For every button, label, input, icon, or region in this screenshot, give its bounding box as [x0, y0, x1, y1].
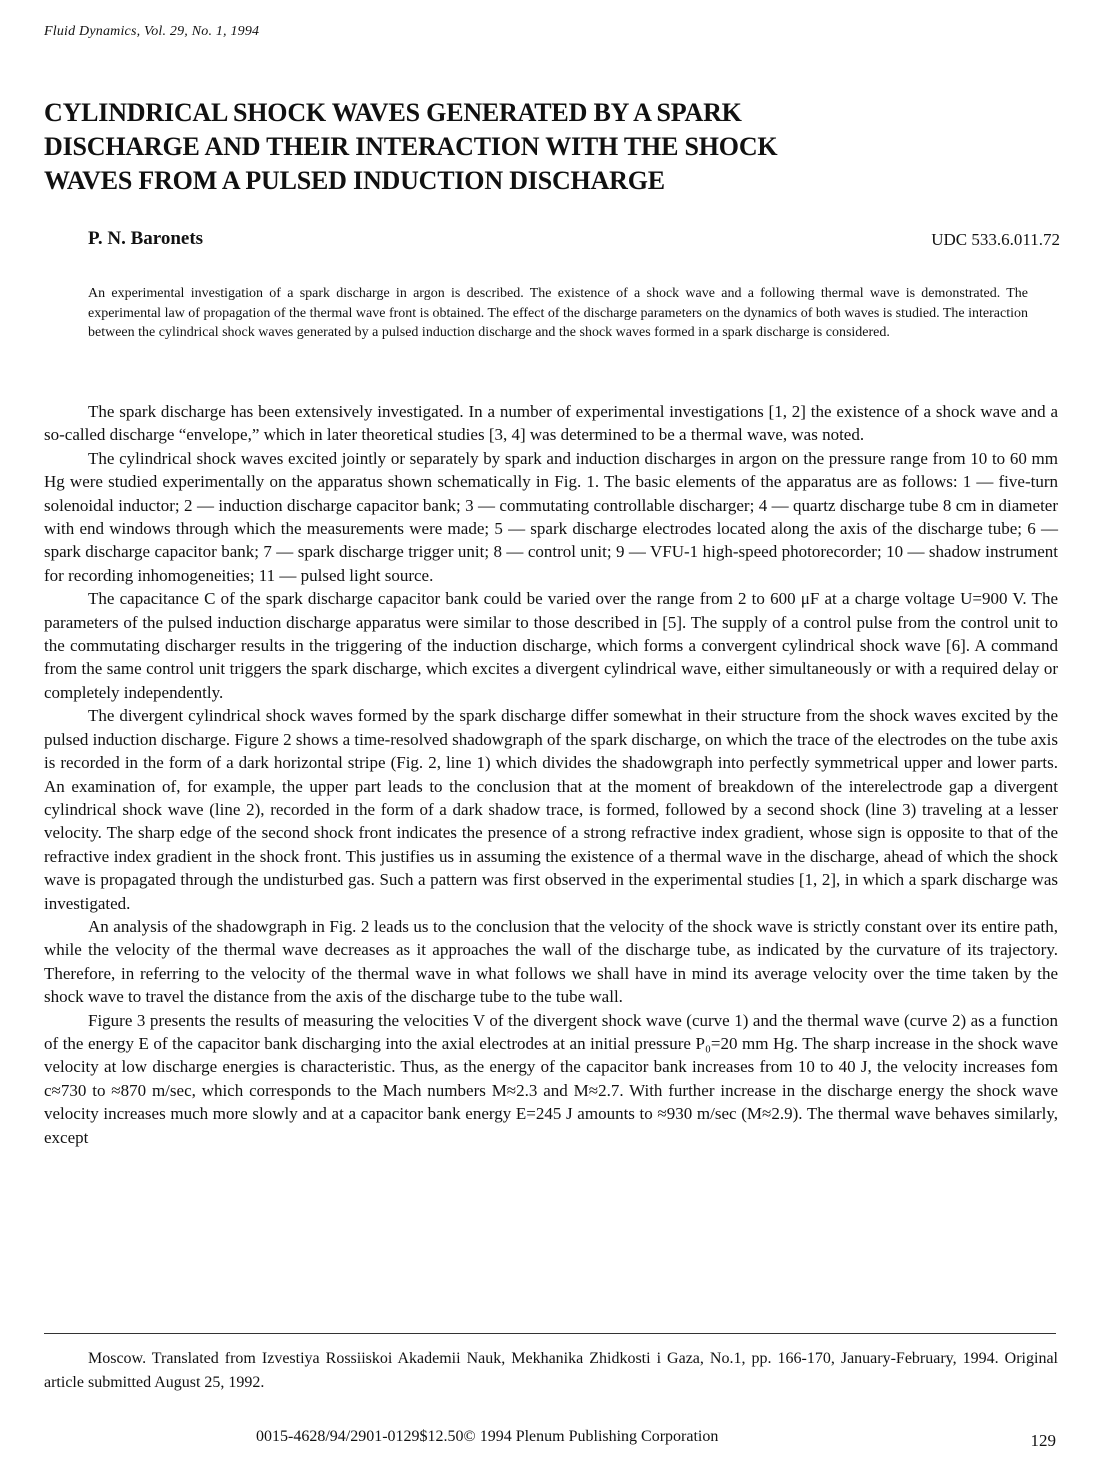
- title-line: CYLINDRICAL SHOCK WAVES GENERATED BY A SPARK: [44, 98, 742, 127]
- body-paragraph: Figure 3 presents the results of measuring the velocities V of the divergent shock wave (curve 1) and the thermal wave (curve 2) as a function of the energy E of the capacitor bank discharging into the axial electrodes at an initial pressure P₀=20 mm Hg. The sharp increase in the shock wave velocity at low discharge energies is characteristic. Thus, as the energy of the capacitor bank increases from 10 to 40 J, the velocity increases fom c≈730 to ≈870 m/sec, which corresponds to the Mach numbers M≈2.3 and M≈2.7. With further increase in the discharge energy the shock wave velocity increases much more slowly and at a capacitor bank energy E=245 J amounts to ≈930 m/sec (M≈2.9). The thermal wave behaves similarly, except: [44, 1010, 1058, 1147]
- footnote-divider: [44, 1333, 1056, 1334]
- author-name: P. N. Baronets: [88, 228, 204, 249]
- abstract: An experimental investigation of a spark discharge in argon is described. The existence of a shock wave and a following thermal wave is demonstrated. The experimental law of propagation of the thermal wave front is obtained. The effect of the discharge parameters on the dynamics of both waves is studied. The interaction between the cylindrical shock waves generated by a pulsed induction discharge and the shock waves formed in a spark discharge is considered.: [88, 286, 1028, 340]
- body-paragraph: The capacitance C of the spark discharge capacitor bank could be varied over the range from 2 to 600 μF at a charge voltage U=900 V. The parameters of the pulsed induction discharge apparatus were similar to those described in [5]. The supply of a control pulse from the control unit to the commutating discharger results in the triggering of the induction discharge, which forms a convergent cylindrical shock wave [6]. A command from the same control unit triggers the spark discharge, which excites a divergent cylindrical wave, either simultaneously or with a required delay or completely independently.: [44, 589, 1058, 702]
- body-paragraph: The spark discharge has been extensively investigated. In a number of experimental investigations [1, 2] the existence of a shock wave and a so-called discharge “envelope,” which in later theoretical studies [3, 4] was determined to be a thermal wave, was noted.: [44, 402, 1058, 445]
- body-paragraph: An analysis of the shadowgraph in Fig. 2 leads us to the conclusion that the velocity of the shock wave is strictly constant over its entire path, while the velocity of the thermal wave decreases as it approaches the wall of the discharge tube, as indicated by the curvature of its trajectory. Therefore, in referring to the velocity of the thermal wave in what follows we shall have in mind its average velocity over the time taken by the shock wave to travel the distance from the axis of the discharge tube to the tube wall.: [44, 916, 1058, 1007]
- footnote: Moscow. Translated from Izvestiya Rossiiskoi Akademii Nauk, Mekhanika Zhidkosti i Gaza, No.1, pp. 166-170, January-February, 1994. Original article submitted August 25, 1992.: [44, 1350, 1058, 1391]
- udc-code: UDC 533.6.011.72: [931, 230, 1060, 249]
- body-paragraph: The cylindrical shock waves excited jointly or separately by spark and induction discharges in argon on the pressure range from 10 to 60 mm Hg were studied experimentally on the apparatus shown schematically in Fig. 1. The basic elements of the apparatus are as follows: 1 — five-turn solenoidal inductor; 2 — induction discharge capacitor bank; 3 — commutating controllable discharger; 4 — quartz discharge tube 8 cm in diameter with end windows through which the measurements were made; 5 — spark discharge electrodes located along the axis of the discharge tube; 6 — spark discharge capacitor bank; 7 — spark discharge trigger unit; 8 — control unit; 9 — VFU-1 high-speed photorecorder; 10 — shadow instrument for recording inhomogeneities; 11 — pulsed light source.: [44, 448, 1058, 585]
- journal-citation: Fluid Dynamics, Vol. 29, No. 1, 1994: [44, 24, 260, 39]
- page-number: 129: [1030, 1431, 1056, 1450]
- title-line: WAVES FROM A PULSED INDUCTION DISCHARGE: [44, 166, 665, 195]
- body-text: [44, 400, 1058, 1149]
- title-line: DISCHARGE AND THEIR INTERACTION WITH THE SHOCK: [44, 132, 778, 161]
- body-paragraph: The divergent cylindrical shock waves formed by the spark discharge differ somewhat in their structure from the shock waves excited by the pulsed induction discharge. Figure 2 shows a time-resolved shadowgraph of the spark discharge, on which the trace of the electrodes on the tube axis is recorded in the form of a dark horizontal stripe (Fig. 2, line 1) which divides the shadowgraph into perfectly symmetrical upper and lower parts. An examination of, for example, the upper part leads to the conclusion that at the moment of breakdown of the interelectrode gap a divergent cylindrical shock wave (line 2), recorded in the form of a dark shadow trace, is formed, followed by a second shock (line 3) traveling at a lesser velocity. The sharp edge of the second shock front indicates the presence of a strong refractive index gradient, whose sign is opposite to that of the refractive index gradient in the shock front. This justifies us in assuming the existence of a thermal wave in the discharge, ahead of which the shock wave is propagated through the undisturbed gas. Such a pattern was first observed in the experimental studies [1, 2], in which a spark discharge was investigated.: [44, 706, 1058, 913]
- copyright-line: 0015-4628/94/2901-0129$12.50© 1994 Plenum Publishing Corporation: [256, 1428, 719, 1445]
- article-title: [44, 96, 864, 198]
